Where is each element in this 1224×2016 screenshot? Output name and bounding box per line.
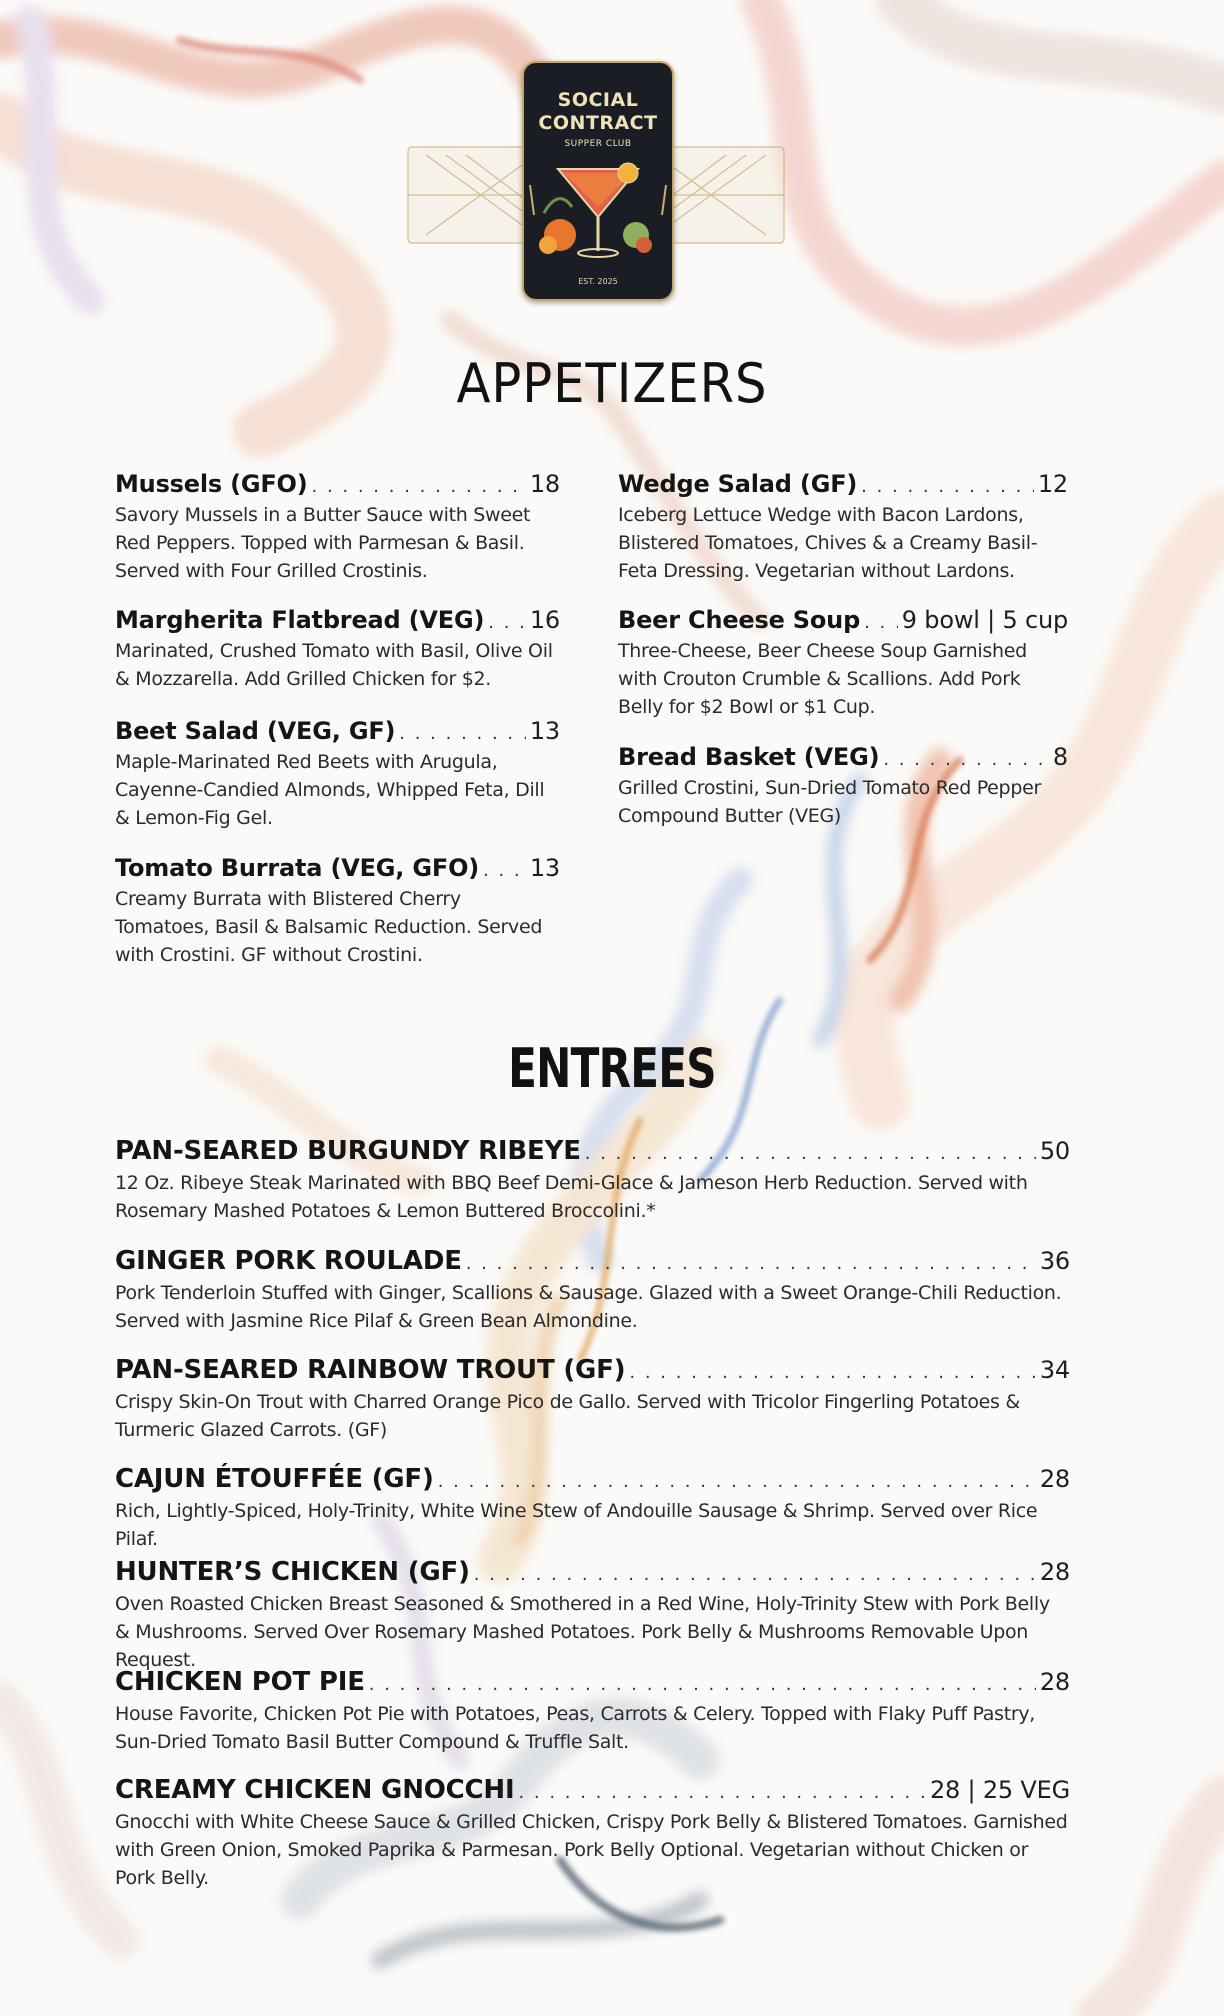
item-price: 8 <box>1052 743 1068 771</box>
item-description: Iceberg Lettuce Wedge with Bacon Lardons, Blistered Tomatoes, Chives & a Creamy Basil-Feta Dressing. Vegetarian without Lardons. <box>618 504 1038 582</box>
item-name: HUNTER’S CHICKEN (GF) <box>115 1557 470 1587</box>
logo-text-supper-club: SUPPER CLUB <box>564 139 632 149</box>
dot-leader <box>629 1362 1035 1383</box>
item-name: Mussels (GFO) <box>115 470 308 498</box>
item-description: Crispy Skin-On Trout with Charred Orange Pico de Gallo. Served with Tricolor Fingerling Potatoes & Turmeric Glazed Carrots. (GF) <box>115 1391 1020 1441</box>
dot-leader <box>518 1782 926 1803</box>
logo-text-est: EST. 2025 <box>578 277 618 286</box>
item-name: PAN-SEARED BURGUNDY RIBEYE <box>115 1136 581 1166</box>
logo-text-contract: CONTRACT <box>538 112 658 134</box>
menu-item-mussels <box>115 470 560 585</box>
item-description: Savory Mussels in a Butter Sauce with Sweet Red Peppers. Topped with Parmesan & Basil. Served with Four Grilled Crostinis. <box>115 504 531 582</box>
item-description: Rich, Lightly-Spiced, Holy-Trinity, White Wine Stew of Andouille Sausage & Shrimp. Served over Rice Pilaf. <box>115 1500 1038 1550</box>
appetizers-heading: APPETIZERS <box>456 352 768 415</box>
item-name: CAJUN ÉTOUFFÉE (GF) <box>115 1464 434 1494</box>
item-name: Tomato Burrata (VEG, GFO) <box>115 854 480 882</box>
item-price: 34 <box>1039 1356 1070 1384</box>
dot-leader <box>369 1674 1036 1695</box>
entrees-heading: ENTREES <box>508 1037 716 1100</box>
item-name: CHICKEN POT PIE <box>115 1667 365 1697</box>
dot-leader <box>488 612 526 633</box>
dot-leader <box>483 860 526 881</box>
dot-leader <box>466 1253 1036 1274</box>
item-name: Beet Salad (VEG, GF) <box>115 717 396 745</box>
dot-leader <box>585 1143 1036 1164</box>
item-name: Bread Basket (VEG) <box>618 743 880 771</box>
menu-item-beer-cheese-soup <box>618 606 1068 721</box>
item-price: 28 <box>1039 1465 1070 1493</box>
item-description: 12 Oz. Ribeye Steak Marinated with BBQ Beef Demi-Glace & Jameson Herb Reduction. Served with Rosemary Mashed Potatoes & Lemon Buttered Broccolini.* <box>115 1172 1028 1222</box>
item-name: PAN-SEARED RAINBOW TROUT (GF) <box>115 1355 626 1385</box>
item-description: Pork Tenderloin Stuffed with Ginger, Scallions & Sausage. Glazed with a Sweet Orange-Chili Reduction. Served with Jasmine Rice Pilaf & Green Bean Almondine. <box>115 1282 1062 1332</box>
dot-leader <box>864 612 898 633</box>
item-description: Three-Cheese, Beer Cheese Soup Garnished with Crouton Crumble & Scallions. Add Pork Belly for $2 Bowl or $1 Cup. <box>618 640 1027 718</box>
item-name: CREAMY CHICKEN GNOCCHI <box>115 1775 515 1805</box>
item-description: House Favorite, Chicken Pot Pie with Potatoes, Peas, Carrots & Celery. Topped with Flaky Puff Pastry, Sun-Dried Tomato Basil Butter Compound & Truffle Salt. <box>115 1703 1036 1753</box>
menu-item-beet-salad <box>115 717 560 832</box>
item-description: Marinated, Crushed Tomato with Basil, Olive Oil & Mozzarella. Add Grilled Chicken for $2. <box>115 640 553 690</box>
item-price: 18 <box>529 470 560 498</box>
menu-item-margherita-flatbread <box>115 606 560 693</box>
item-name: Wedge Salad (GF) <box>618 470 858 498</box>
cocktail-glass-icon <box>524 155 672 275</box>
menu-item-rainbow-trout <box>115 1355 1070 1444</box>
dot-leader <box>438 1471 1036 1492</box>
item-price: 9 bowl | 5 cup <box>901 606 1068 634</box>
item-price: 50 <box>1039 1137 1070 1165</box>
dot-leader <box>474 1564 1036 1585</box>
menu-item-tomato-burrata <box>115 854 560 969</box>
item-price: 12 <box>1037 470 1068 498</box>
item-price: 28 <box>1039 1558 1070 1586</box>
dot-leader <box>399 723 526 744</box>
item-price: 13 <box>529 717 560 745</box>
menu-item-bread-basket <box>618 743 1068 830</box>
menu-item-chicken-pot-pie <box>115 1667 1070 1756</box>
item-description: Grilled Crostini, Sun-Dried Tomato Red Pepper Compound Butter (VEG) <box>618 777 1041 827</box>
logo-badge <box>522 61 674 301</box>
menu-item-ginger-pork-roulade <box>115 1246 1070 1335</box>
item-name: GINGER PORK ROULADE <box>115 1246 462 1276</box>
item-price: 28 | 25 VEG <box>929 1776 1070 1804</box>
dot-leader <box>883 749 1049 770</box>
restaurant-logo <box>396 55 796 310</box>
item-description: Gnocchi with White Cheese Sauce & Grilled Chicken, Crispy Pork Belly & Blistered Tomatoes. Garnished with Green Onion, Smoked Paprika & Parmesan. Pork Belly Optional. Vegetarian without Chicken or Pork Belly. <box>115 1811 1068 1889</box>
menu-item-creamy-chicken-gnocchi <box>115 1775 1070 1892</box>
dot-leader <box>312 476 526 497</box>
item-price: 28 <box>1039 1668 1070 1696</box>
item-price: 36 <box>1039 1247 1070 1275</box>
item-description: Creamy Burrata with Blistered Cherry Tomatoes, Basil & Balsamic Reduction. Served with Crostini. GF without Crostini. <box>115 888 543 966</box>
menu-item-hunters-chicken <box>115 1557 1070 1674</box>
item-name: Beer Cheese Soup <box>618 606 861 634</box>
item-name: Margherita Flatbread (VEG) <box>115 606 485 634</box>
item-description: Maple-Marinated Red Beets with Arugula, Cayenne-Candied Almonds, Whipped Feta, Dill & Lemon-Fig Gel. <box>115 751 545 829</box>
dot-leader <box>861 476 1034 497</box>
item-description: Oven Roasted Chicken Breast Seasoned & Smothered in a Red Wine, Holy-Trinity Stew with Pork Belly & Mushrooms. Served Over Rosemary Mashed Potatoes. Pork Belly & Mushrooms Removable Upon Request. <box>115 1593 1050 1671</box>
item-price: 13 <box>529 854 560 882</box>
menu-item-wedge-salad <box>618 470 1068 585</box>
item-price: 16 <box>529 606 560 634</box>
menu-item-cajun-etouffee <box>115 1464 1070 1553</box>
menu-item-burgundy-ribeye <box>115 1136 1070 1225</box>
logo-text-social: SOCIAL <box>557 89 639 111</box>
